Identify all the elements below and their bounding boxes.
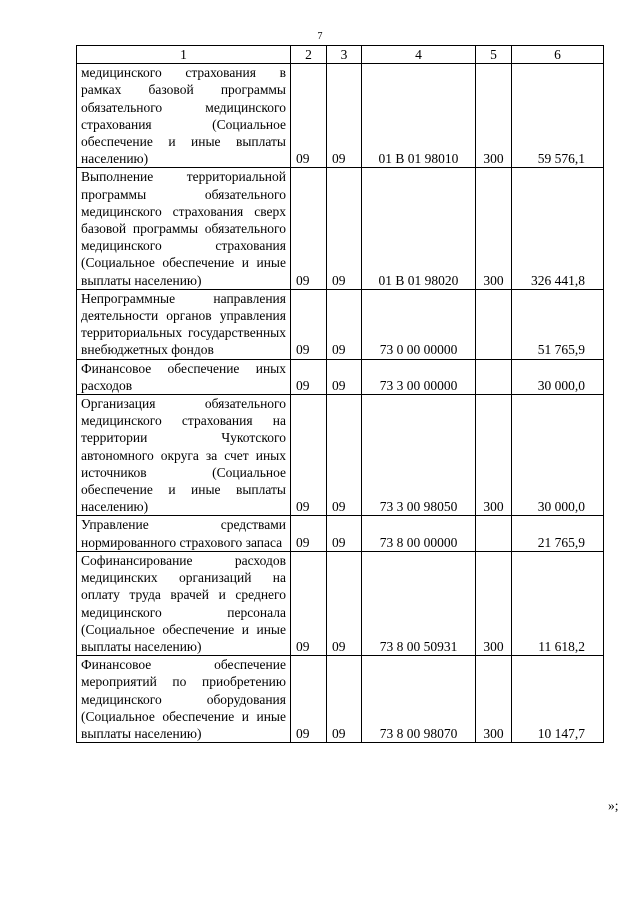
header-col-2: 2: [291, 46, 327, 64]
row-name: Софинансирование расходов медицинских организаций на оплату труда врачей и среднего медицинского персонала (Социальное обеспечение и иные выплаты населению): [77, 551, 291, 655]
row-target-code: 01 В 01 98020: [362, 168, 476, 289]
table-row: [77, 516, 604, 551]
row-subsection: 09: [327, 395, 362, 516]
row-subsection: 09: [327, 516, 362, 551]
table-row: [77, 168, 604, 289]
row-expense-type: [476, 516, 512, 551]
row-expense-type: 300: [476, 395, 512, 516]
row-subsection: 09: [327, 551, 362, 655]
row-amount: 30 000,0: [512, 359, 604, 394]
table-header-row: [77, 46, 604, 64]
header-col-5: 5: [476, 46, 512, 64]
table-row: [77, 656, 604, 743]
table-row: [77, 395, 604, 516]
row-name: Непрограммные направления деятельности органов управления территориальных государственных внебюджетных фондов: [77, 289, 291, 359]
row-name: Финансовое обеспечение мероприятий по приобретению медицинского оборудования (Социальное обеспечение и иные выплаты населению): [77, 656, 291, 743]
row-target-code: 73 3 00 98050: [362, 395, 476, 516]
table-row: [77, 359, 604, 394]
row-amount: 59 576,1: [512, 64, 604, 168]
row-name: Выполнение территориальной программы обязательного медицинского страхования сверх базовой программы обязательного медицинского страхования (Социальное обеспечение и иные выплаты населению): [77, 168, 291, 289]
row-expense-type: [476, 359, 512, 394]
header-col-3: 3: [327, 46, 362, 64]
row-amount: 21 765,9: [512, 516, 604, 551]
row-section: 09: [291, 64, 327, 168]
row-name: медицинского страхования в рамках базовой программы обязательного медицинского страхования (Социальное обеспечение и иные выплаты населению): [77, 64, 291, 168]
row-target-code: 73 0 00 00000: [362, 289, 476, 359]
row-section: 09: [291, 289, 327, 359]
budget-table: [76, 45, 604, 743]
row-section: 09: [291, 168, 327, 289]
header-col-4: 4: [362, 46, 476, 64]
row-amount: 30 000,0: [512, 395, 604, 516]
row-amount: 10 147,7: [512, 656, 604, 743]
row-name: Финансовое обеспечение иных расходов: [77, 359, 291, 394]
row-expense-type: 300: [476, 64, 512, 168]
table-row: [77, 289, 604, 359]
closing-quote-mark: »;: [608, 798, 619, 813]
row-name: Организация обязательного медицинского страхования на территории Чукотского автономного округа за счет иных источников (Социальное обеспечение и иные выплаты населению): [77, 395, 291, 516]
row-subsection: 09: [327, 289, 362, 359]
row-amount: 326 441,8: [512, 168, 604, 289]
page-number: 7: [317, 31, 323, 42]
row-expense-type: 300: [476, 551, 512, 655]
row-target-code: 73 3 00 00000: [362, 359, 476, 394]
row-section: 09: [291, 516, 327, 551]
row-subsection: 09: [327, 656, 362, 743]
row-name: Управление средствами нормированного страхового запаса: [77, 516, 291, 551]
row-target-code: 73 8 00 00000: [362, 516, 476, 551]
row-section: 09: [291, 395, 327, 516]
row-section: 09: [291, 359, 327, 394]
header-col-1: 1: [77, 46, 291, 64]
row-expense-type: 300: [476, 656, 512, 743]
row-target-code: 73 8 00 98070: [362, 656, 476, 743]
row-target-code: 73 8 00 50931: [362, 551, 476, 655]
row-expense-type: [476, 289, 512, 359]
header-col-6: 6: [512, 46, 604, 64]
row-subsection: 09: [327, 168, 362, 289]
row-expense-type: 300: [476, 168, 512, 289]
row-target-code: 01 В 01 98010: [362, 64, 476, 168]
row-subsection: 09: [327, 359, 362, 394]
row-amount: 11 618,2: [512, 551, 604, 655]
row-amount: 51 765,9: [512, 289, 604, 359]
row-section: 09: [291, 656, 327, 743]
row-section: 09: [291, 551, 327, 655]
table-row: [77, 551, 604, 655]
row-subsection: 09: [327, 64, 362, 168]
table-row: [77, 64, 604, 168]
